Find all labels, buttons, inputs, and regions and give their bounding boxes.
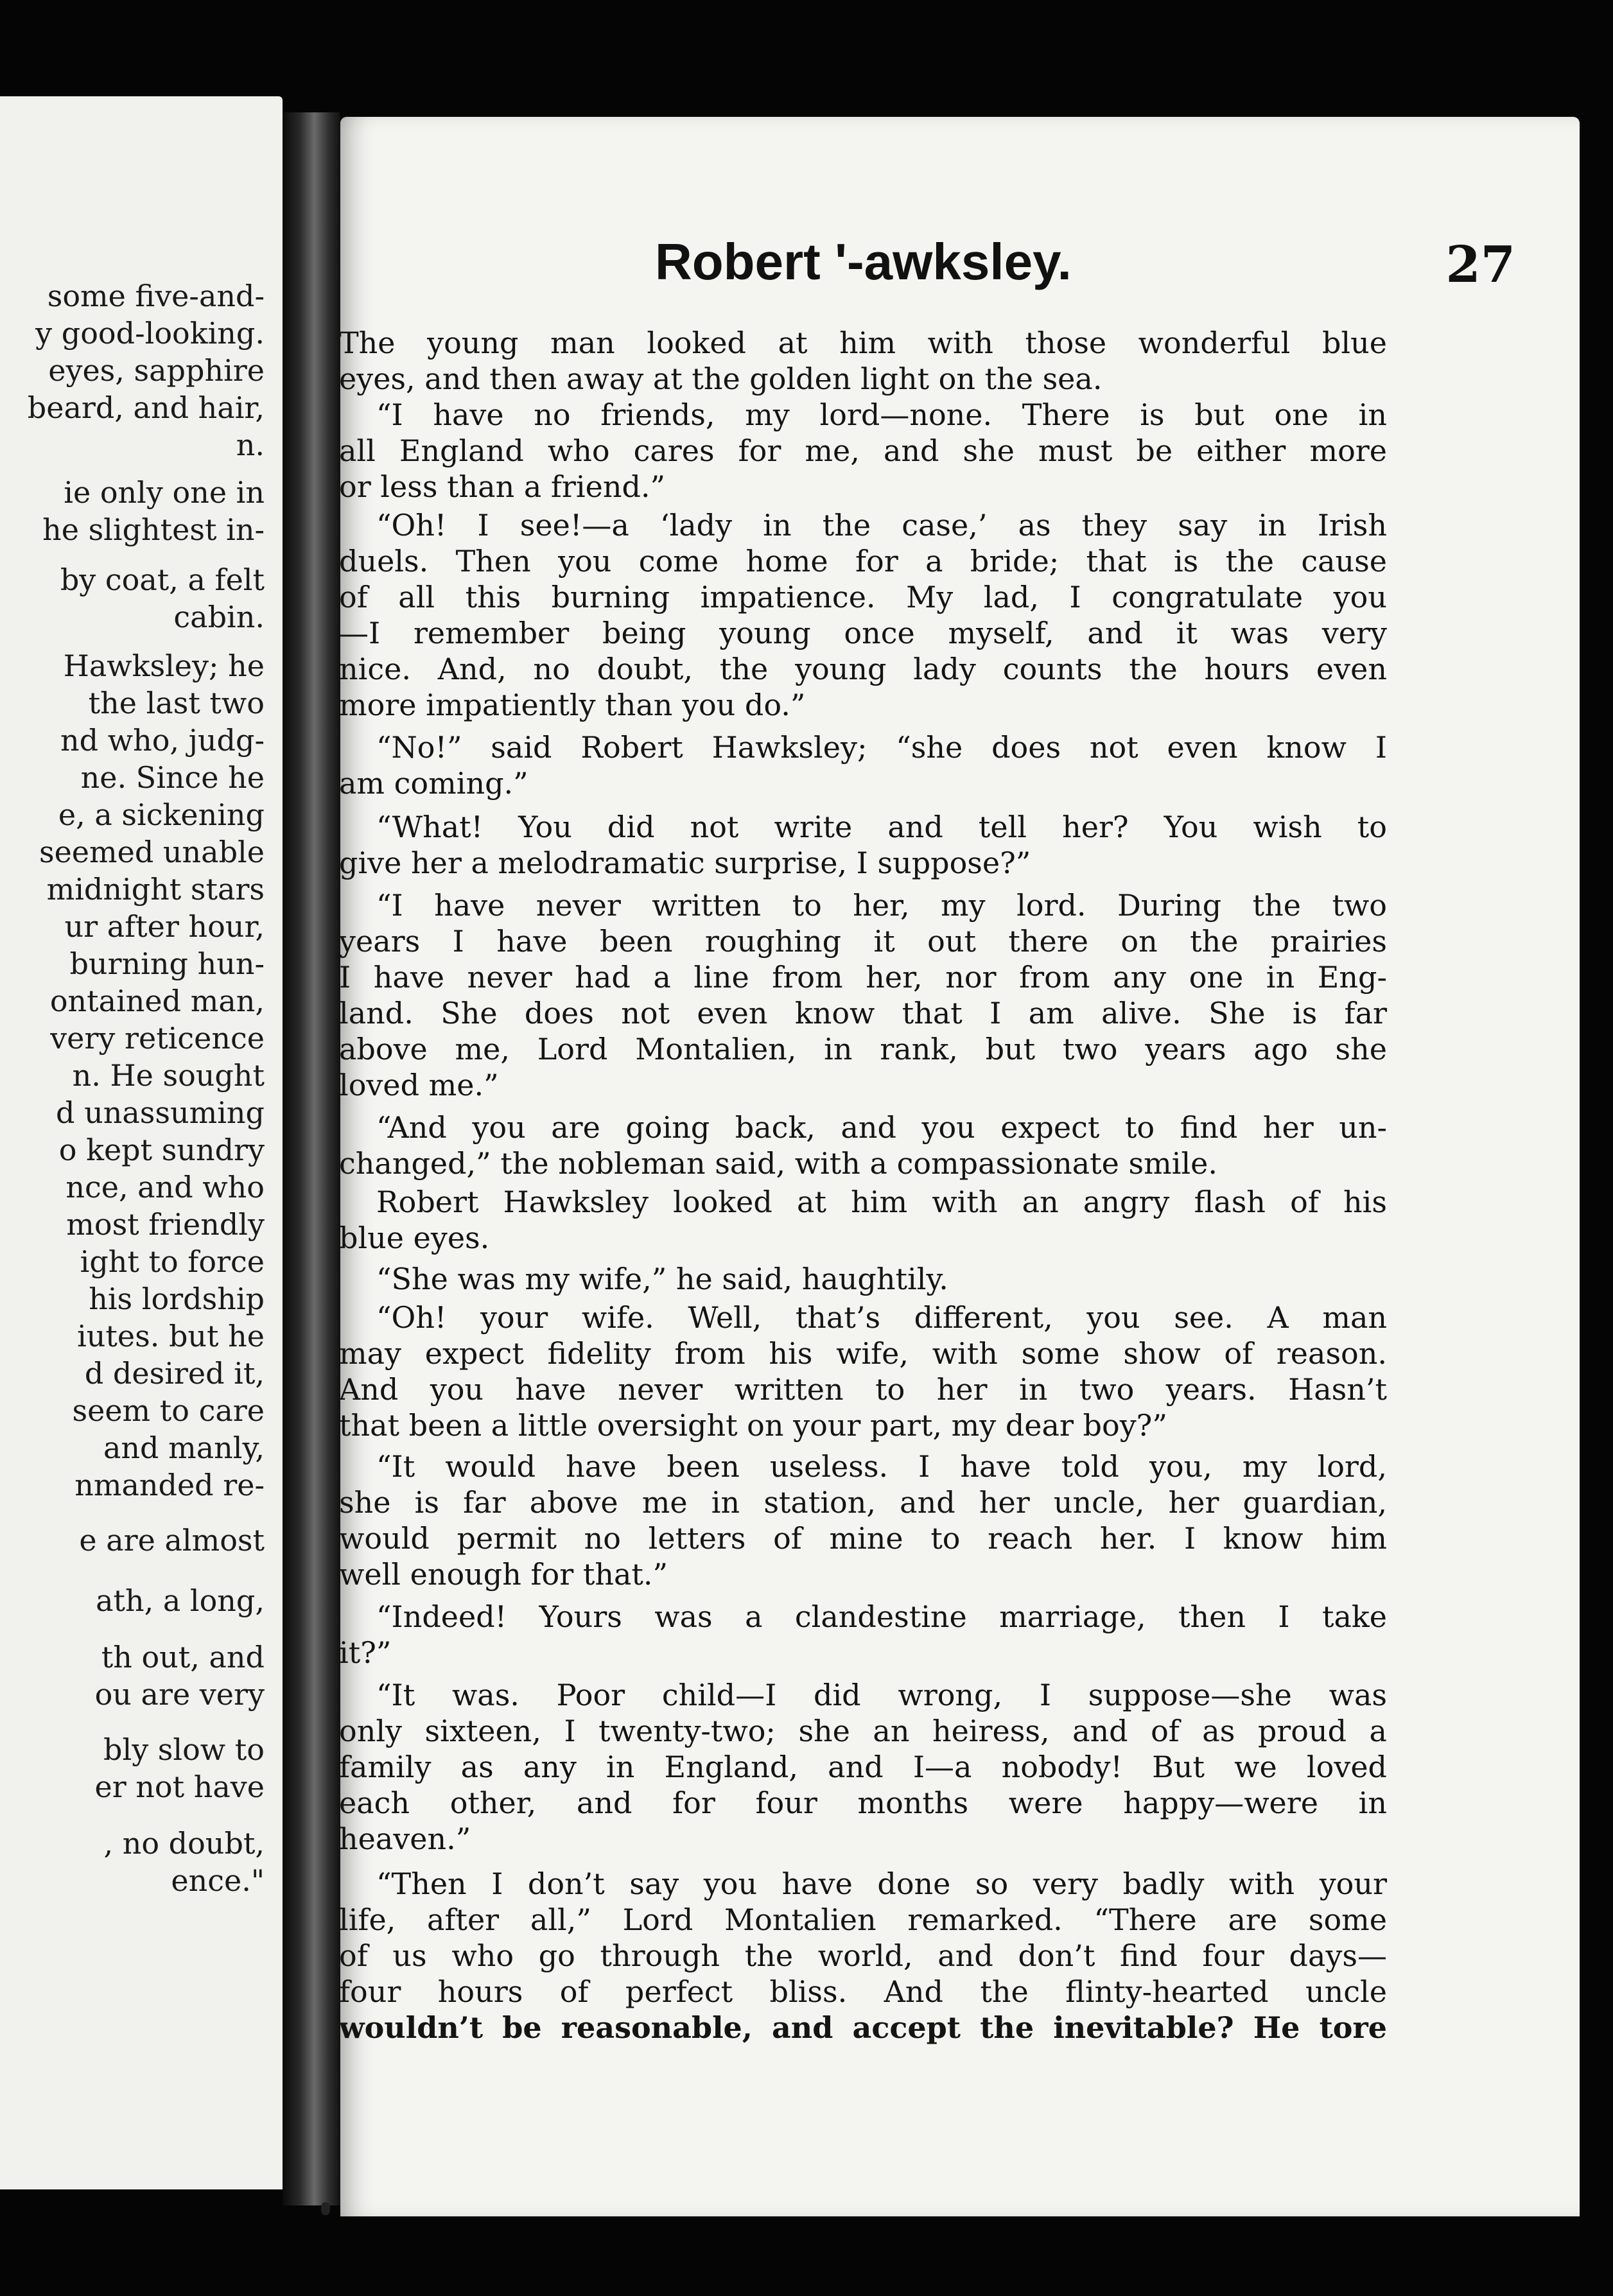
text-line: above me, Lord Montalien, in rank, but two years ago she	[339, 1032, 1387, 1066]
left-page-line: iutes. but he	[77, 1319, 265, 1353]
text-line: —I remember being young once myself, and it was very	[339, 616, 1387, 650]
text-line: Robert Hawksley looked at him with an angry flash of his	[376, 1185, 1387, 1219]
text-line: loved me.”	[339, 1068, 499, 1102]
left-page-line: nmanded re-	[74, 1468, 265, 1502]
left-page-line: , no doubt,	[103, 1826, 265, 1861]
text-line: well enough for that.”	[339, 1557, 668, 1592]
left-page-line: d unassuming	[56, 1095, 265, 1130]
left-page-line: burning hun-	[69, 946, 265, 981]
text-line: “Oh! I see!—a ‘lady in the case,’ as they say in Irish	[376, 508, 1387, 543]
book-page	[340, 117, 1580, 2216]
left-page-line: eyes, sapphire	[48, 353, 265, 388]
text-line: family as any in England, and I—a nobody! But we loved	[339, 1750, 1387, 1784]
left-page-line: nce, and who	[65, 1170, 265, 1205]
text-line: blue eyes.	[339, 1221, 490, 1255]
running-title: Robert '-awksley.	[655, 233, 1072, 290]
left-page-line: he slightest in-	[42, 512, 265, 547]
left-page-line: ath, a long,	[96, 1583, 265, 1618]
left-page-line: very reticence	[50, 1021, 265, 1056]
text-line: “Oh! your wife. Well, that’s different, you see. A man	[376, 1300, 1387, 1335]
left-page-line: er not have	[94, 1770, 265, 1804]
left-page-line: ur after hour,	[64, 909, 265, 944]
ink-spot	[321, 2202, 330, 2215]
text-line: I have never had a line from her, nor from any one in Eng-	[339, 960, 1387, 995]
text-line: she is far above me in station, and her uncle, her guardian,	[339, 1485, 1387, 1520]
text-line: life, after all,” Lord Montalien remarked. “There are some	[339, 1902, 1387, 1937]
text-line: And you have never written to her in two years. Hasn’t	[339, 1372, 1387, 1407]
text-line: land. She does not even know that I am alive. She is far	[339, 996, 1387, 1031]
left-page-line: d desired it,	[84, 1356, 265, 1391]
left-page-line: and manly,	[103, 1431, 265, 1465]
left-page-line: most friendly	[66, 1207, 265, 1242]
text-line: nice. And, no doubt, the young lady counts the hours even	[339, 652, 1387, 686]
text-line: wouldn’t be reasonable, and accept the inevitable? He tore	[339, 2010, 1387, 2045]
text-line: that been a little oversight on your part, my dear boy?”	[339, 1408, 1167, 1443]
left-page-line: y good-looking.	[35, 316, 265, 351]
text-line: four hours of perfect bliss. And the flinty-hearted uncle	[339, 1974, 1387, 2009]
left-page-line: ne. Since he	[80, 760, 265, 795]
left-page-line: n. He sought	[72, 1058, 265, 1093]
previous-page-fragment	[0, 96, 283, 2189]
text-line: “She was my wife,” he said, haughtily.	[376, 1262, 948, 1296]
text-line: “No!” said Robert Hawksley; “she does not even know I	[376, 730, 1387, 765]
text-line: The young man looked at him with those wonderful blue	[339, 326, 1387, 360]
page-header	[340, 232, 1580, 309]
left-page-line: e are almost	[79, 1523, 265, 1558]
text-line: “And you are going back, and you expect to find her un-	[376, 1110, 1387, 1145]
left-page-line: the last two	[88, 686, 265, 720]
text-line: may expect fidelity from his wife, with some show of reason.	[339, 1336, 1387, 1371]
text-line: changed,” the nobleman said, with a compassionate smile.	[339, 1146, 1218, 1181]
text-line: “Indeed! Yours was a clandestine marriage, then I take	[376, 1599, 1387, 1634]
left-page-line: nd who, judg-	[60, 723, 265, 758]
text-line: “I have never written to her, my lord. During the two	[376, 888, 1387, 923]
text-line: “I have no friends, my lord—none. There is but one in	[376, 397, 1387, 432]
left-page-line: midnight stars	[46, 872, 265, 907]
text-line: years I have been roughing it out there on the prairies	[339, 924, 1387, 959]
left-page-line: ence."	[171, 1863, 265, 1898]
left-page-line: bly slow to	[103, 1732, 265, 1767]
left-page-line: by coat, a felt	[60, 562, 265, 597]
text-line: of us who go through the world, and don’t find four days—	[339, 1938, 1387, 1973]
page-number: 27	[1445, 236, 1515, 294]
text-line: each other, and for four months were happy—were in	[339, 1786, 1387, 1820]
text-line: “It would have been useless. I have told you, my lord,	[376, 1449, 1387, 1484]
left-page-line: seem to care	[72, 1393, 265, 1428]
left-page-line: o kept sundry	[58, 1133, 265, 1167]
text-line: or less than a friend.”	[339, 469, 666, 504]
text-line: give her a melodramatic surprise, I suppose?”	[339, 846, 1031, 880]
text-line: would permit no letters of mine to reach her. I know him	[339, 1521, 1387, 1556]
text-line: of all this burning impatience. My lad, I congratulate you	[339, 580, 1387, 614]
left-page-line: cabin.	[173, 600, 265, 634]
left-page-line: his lordship	[89, 1282, 265, 1316]
left-page-line: ight to force	[80, 1244, 265, 1279]
text-line: “Then I don’t say you have done so very badly with your	[376, 1866, 1387, 1901]
left-page-line: e, a sickening	[58, 797, 265, 832]
left-page-line: seemed unable	[39, 835, 265, 869]
left-page-line: ou are very	[94, 1677, 265, 1712]
left-page-line: th out, and	[101, 1640, 265, 1674]
text-line: “What! You did not write and tell her? You wish to	[376, 810, 1387, 844]
text-line: all England who cares for me, and she must be either more	[339, 433, 1387, 468]
left-page-line: some five-and-	[47, 279, 265, 313]
text-line: more impatiently than you do.”	[339, 688, 806, 722]
left-page-line: ie only one in	[64, 475, 265, 510]
left-page-line: beard, and hair,	[27, 390, 265, 425]
left-page-line: Hawksley; he	[63, 648, 265, 683]
text-line: “It was. Poor child—I did wrong, I suppose—she was	[376, 1678, 1387, 1712]
book-gutter	[283, 112, 340, 2205]
text-line: am coming.”	[339, 766, 528, 801]
text-line: heaven.”	[339, 1822, 471, 1856]
left-page-line: ontained man,	[49, 984, 265, 1018]
text-line: it?”	[339, 1635, 392, 1670]
text-line: duels. Then you come home for a bride; that is the cause	[339, 544, 1387, 578]
left-page-line: n.	[236, 428, 265, 462]
text-line: eyes, and then away at the golden light on the sea.	[339, 361, 1103, 396]
text-line: only sixteen, I twenty-two; she an heiress, and of as proud a	[339, 1714, 1387, 1748]
